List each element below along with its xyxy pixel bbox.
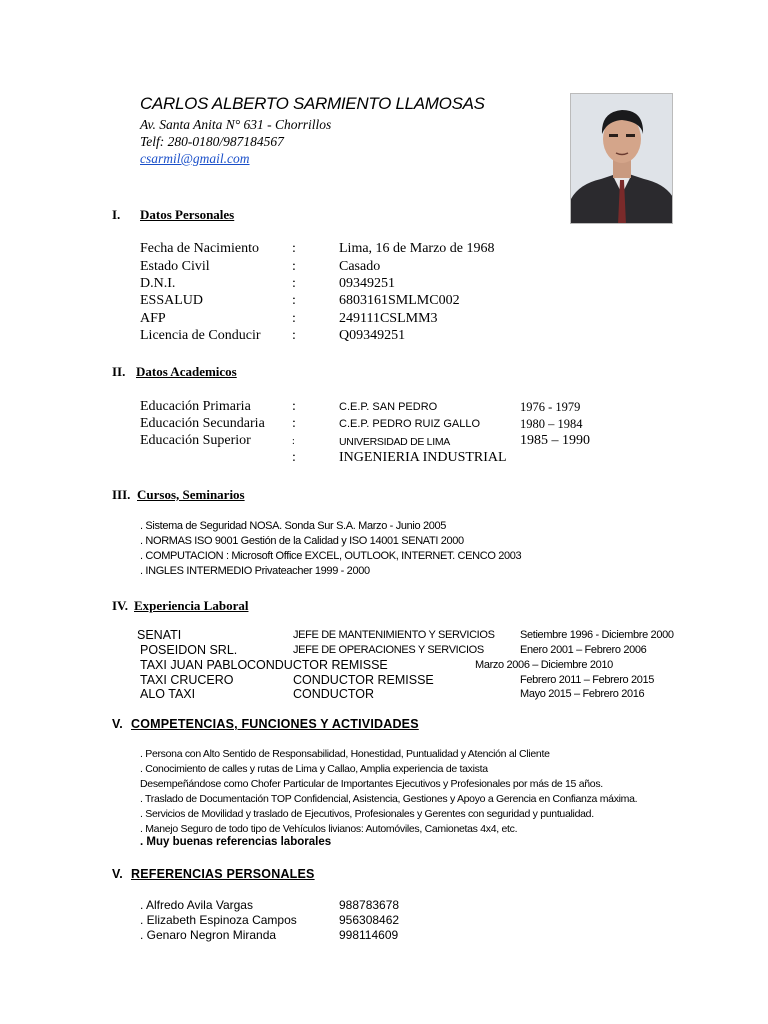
competency-item: . Conocimiento de calles y rutas de Lima y Callao, Amplia experiencia de taxista <box>140 763 488 775</box>
job-company: TAXI JUAN PABLO <box>140 658 248 672</box>
education-years: 1976 - 1979 <box>520 400 581 414</box>
job-period: Febrero 2011 – Febrero 2015 <box>520 674 655 686</box>
field-separator: : <box>292 328 296 343</box>
education-level: Educación Secundaria <box>140 416 265 431</box>
phone: Telf: 280-0180/987184567 <box>140 134 284 149</box>
job-period: Marzo 2006 – Diciembre 2010 <box>475 659 613 671</box>
competency-item: . Manejo Seguro de todo tipo de Vehículos livianos: Automóviles, Camionetas 4x4, etc. <box>140 823 518 835</box>
field-separator: : <box>292 293 296 308</box>
reference-phone: 988783678 <box>339 898 400 912</box>
field-label: ESSALUD <box>140 293 204 308</box>
competency-item: . Traslado de Documentación TOP Confidencial, Asistencia, Gestiones y Apoyo a Gerencia en Confianza máxima. <box>140 793 638 805</box>
job-company: POSEIDON SRL. <box>140 643 238 657</box>
job-period: Setiembre 1996 - Diciembre 2000 <box>520 629 674 641</box>
section-number: IV. <box>112 598 129 613</box>
competency-item: . Servicios de Movilidad y traslado de Ejecutivos, Profesionales y Gerentes con seguridad y puntualidad. <box>140 808 594 820</box>
section-title-academic: Datos Academicos <box>136 364 237 379</box>
degree: INGENIERIA INDUSTRIAL <box>339 450 507 465</box>
school-name: C.E.P. SAN PEDRO <box>339 401 438 413</box>
competency-item: . Persona con Alto Sentido de Responsabilidad, Honestidad, Puntualidad y Atención al Cliente <box>140 748 550 760</box>
reference-name: . Alfredo Avila Vargas <box>140 898 253 912</box>
education-level: Educación Superior <box>140 433 251 448</box>
section-number: V. <box>112 717 123 731</box>
field-separator: : <box>292 416 296 431</box>
job-role: CONDUCTOR REMISSE <box>247 658 388 672</box>
field-separator: : <box>292 276 296 291</box>
field-value: Casado <box>339 259 381 274</box>
education-level: Educación Primaria <box>140 399 251 414</box>
job-role: JEFE DE MANTENIMIENTO Y SERVICIOS <box>293 629 495 641</box>
job-company: SENATI <box>137 628 182 642</box>
section-title-personal: Datos Personales <box>140 207 235 222</box>
section-title-competencies: COMPETENCIAS, FUNCIONES Y ACTIVIDADES <box>131 717 419 731</box>
field-value: 6803161SMLMC002 <box>339 293 460 308</box>
field-separator: : <box>292 311 296 326</box>
field-label: AFP <box>140 311 166 326</box>
job-company: ALO TAXI <box>140 687 196 701</box>
field-separator: : <box>292 399 296 414</box>
candidate-name: CARLOS ALBERTO SARMIENTO LLAMOSAS <box>140 94 485 113</box>
field-value: Lima, 16 de Marzo de 1968 <box>339 241 495 256</box>
field-value: 09349251 <box>339 276 395 291</box>
field-separator: : <box>292 241 296 256</box>
education-years: 1980 – 1984 <box>520 417 583 431</box>
field-value: Q09349251 <box>339 328 406 343</box>
course-item: . COMPUTACION : Microsoft Office EXCEL, OUTLOOK, INTERNET. CENCO 2003 <box>140 550 522 562</box>
reference-name: . Genaro Negron Miranda <box>140 928 277 942</box>
competency-item: Desempeñándose como Chofer Particular de Importantes Ejecutivos y Profesionales por más de 15 años. <box>140 778 603 790</box>
section-number: II. <box>112 364 126 379</box>
email-link[interactable]: csarmil@gmail.com <box>140 151 250 166</box>
course-item: . INGLES INTERMEDIO Privateacher 1999 - 2000 <box>140 565 370 577</box>
field-value: 249111CSLMM3 <box>339 311 438 326</box>
field-separator: : <box>292 436 295 447</box>
course-item: . Sistema de Seguridad NOSA. Sonda Sur S.A. Marzo - Junio 2005 <box>140 520 447 532</box>
competency-highlight: . Muy buenas referencias laborales <box>140 836 332 848</box>
reference-phone: 998114609 <box>339 928 399 942</box>
field-label: Licencia de Conducir <box>140 328 261 343</box>
section-title-references: REFERENCIAS PERSONALES <box>131 867 315 881</box>
school-name: UNIVERSIDAD DE LIMA <box>339 436 450 448</box>
course-item: . NORMAS ISO 9001 Gestión de la Calidad y ISO 14001 SENATI 2000 <box>140 535 464 547</box>
section-number: I. <box>112 207 121 222</box>
reference-phone: 956308462 <box>339 913 400 927</box>
job-period: Enero 2001 – Febrero 2006 <box>520 644 647 656</box>
job-period: Mayo 2015 – Febrero 2016 <box>520 688 645 700</box>
job-role: CONDUCTOR REMISSE <box>293 673 434 687</box>
education-years: 1985 – 1990 <box>520 433 590 448</box>
reference-name: . Elizabeth Espinoza Campos <box>140 913 297 927</box>
job-role: JEFE DE OPERACIONES Y SERVICIOS <box>293 644 484 656</box>
section-title-courses: Cursos, Seminarios <box>137 487 245 502</box>
section-title-experience: Experiencia Laboral <box>134 598 249 613</box>
job-role: CONDUCTOR <box>293 687 375 701</box>
section-number: III. <box>112 487 131 502</box>
field-label: Estado Civil <box>140 259 210 274</box>
person-portrait-icon <box>571 94 673 224</box>
field-separator: : <box>292 259 296 274</box>
school-name: C.E.P. PEDRO RUIZ GALLO <box>339 418 481 430</box>
field-label: D.N.I. <box>140 276 176 291</box>
field-label: Fecha de Nacimiento <box>140 241 259 256</box>
field-separator: : <box>292 450 296 465</box>
profile-photo <box>570 93 673 224</box>
section-number: V. <box>112 867 123 881</box>
address: Av. Santa Anita N° 631 - Chorrillos <box>140 117 332 132</box>
job-company: TAXI CRUCERO <box>140 673 234 687</box>
